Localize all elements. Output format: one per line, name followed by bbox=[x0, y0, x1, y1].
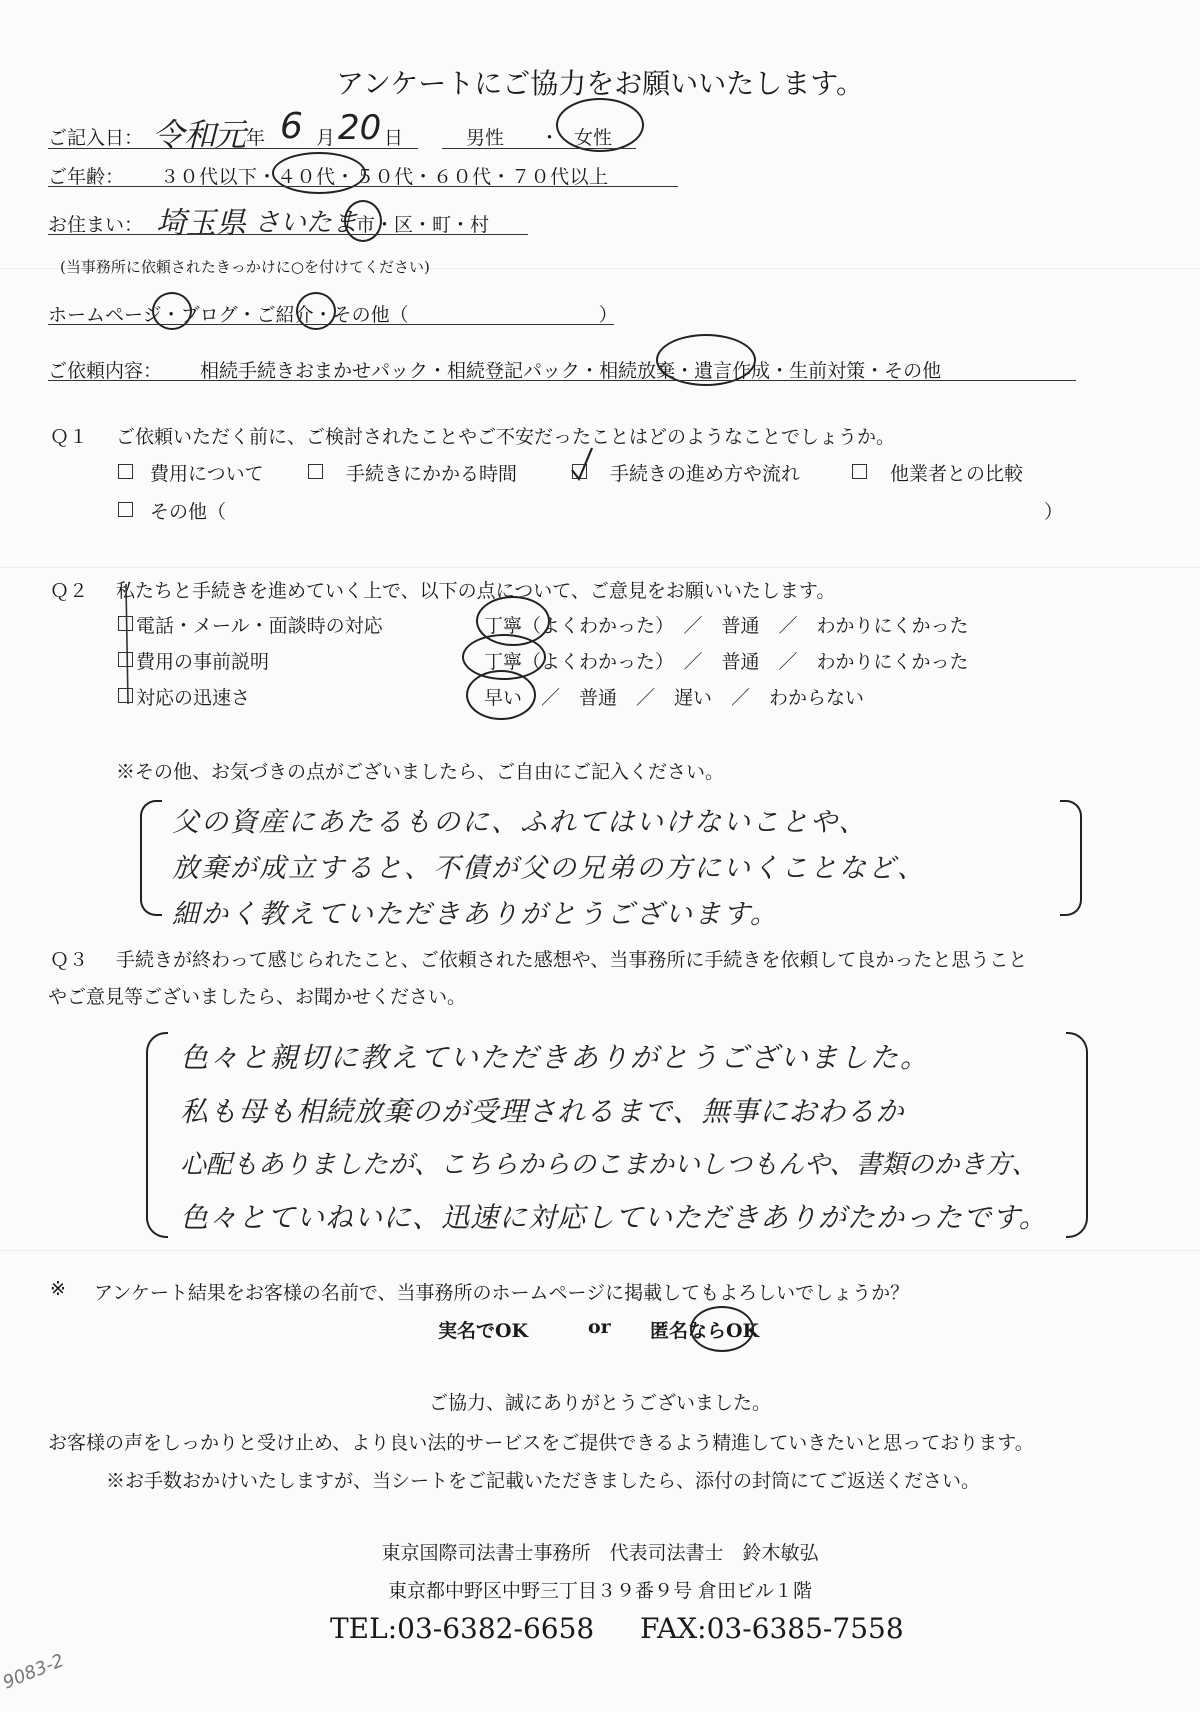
q3-comment-line-1[interactable]: 色々と親切に教えていただきありがとうございました。 bbox=[180, 1041, 931, 1074]
q2-other-note: ※その他、お気づきの点がございましたら、ご自由にご記入ください。 bbox=[116, 761, 725, 783]
underline bbox=[48, 324, 614, 325]
closing-message: お客様の声をしっかりと受け止め、より良い法的サービスをご提供できるよう精進していきたいと思っております。 bbox=[48, 1432, 1034, 1454]
gender-separator: ・ bbox=[540, 127, 560, 149]
margin-note: 9083-2 bbox=[0, 1650, 67, 1694]
residence-label: お住まい： bbox=[48, 214, 144, 236]
entry-year-value[interactable]: 元 bbox=[214, 116, 247, 154]
q2-scale-fee[interactable]: 丁寧（よくわかった） ／ 普通 ／ わかりにくかった bbox=[484, 651, 969, 673]
request-other[interactable]: その他 bbox=[884, 360, 942, 382]
office-name: 東京国際司法書士事務所 代表司法書士 鈴木敏弘 bbox=[381, 1542, 819, 1564]
q3-question-line-2: やご意見等ございましたら、お聞かせください。 bbox=[48, 986, 467, 1008]
q3-question-line-1: 手続きが終わって感じられたこと、ご依頼された感想や、当事務所に手続きを依頼して良かったと思うこと bbox=[116, 949, 1028, 971]
checkbox-connector-line bbox=[118, 580, 138, 710]
q2-item-speed: 対応の迅速さ bbox=[136, 687, 251, 709]
publish-or: or bbox=[588, 1316, 611, 1338]
q2-scale-contact[interactable]: 丁寧（よくわかった） ／ 普通 ／ わかりにくかった bbox=[484, 615, 969, 637]
q2-comment-line-2[interactable]: 放棄が成立すると、不債が父の兄弟の方にいくことなど、 bbox=[172, 853, 926, 884]
q3-number: Ｑ３ bbox=[50, 949, 89, 971]
publish-mark: ※ bbox=[50, 1278, 66, 1300]
left-bracket bbox=[146, 1032, 168, 1238]
q1-other-label: その他（ bbox=[150, 501, 227, 523]
q2-item-fee: 費用の事前説明 bbox=[136, 651, 270, 673]
renunciation-circle-mark bbox=[656, 334, 756, 386]
month-unit: 月 bbox=[316, 127, 336, 149]
underline bbox=[48, 234, 528, 235]
office-tel[interactable]: TEL:03-6382-6658 bbox=[330, 1612, 595, 1645]
entry-era-value[interactable]: 令和 bbox=[152, 116, 217, 154]
publish-option-anonymous[interactable]: 匿名ならOK bbox=[650, 1320, 760, 1342]
speed-circle-mark bbox=[466, 670, 536, 720]
q3-comment-line-4[interactable]: 色々とていねいに、迅速に対応していただきありがたかったです。 bbox=[180, 1201, 1048, 1234]
request-renunciation[interactable]: 相続放棄 bbox=[599, 360, 676, 382]
q3-comment-line-2[interactable]: 私も母も相続放棄のが受理されるまで、無事におわるか bbox=[180, 1095, 905, 1128]
gender-female[interactable]: 女性 bbox=[574, 127, 613, 149]
underline bbox=[48, 380, 1076, 381]
closing-thanks: ご協力、誠にありがとうございました。 bbox=[428, 1392, 771, 1414]
trigger-options[interactable]: ホームページ・ブログ・ご紹介・その他（ ） bbox=[48, 304, 618, 326]
request-label: ご依頼内容： bbox=[48, 360, 163, 382]
year-unit: 年 bbox=[246, 127, 266, 149]
q1-number: Ｑ１ bbox=[50, 426, 89, 448]
q1-option-time: 手続きにかかる時間 bbox=[346, 463, 518, 485]
right-bracket bbox=[1066, 1032, 1088, 1238]
prefecture-unit: 県 bbox=[216, 206, 246, 241]
check-mark-icon bbox=[568, 444, 596, 484]
request-estate-planning[interactable]: 生前対策 bbox=[789, 360, 866, 382]
age-60s[interactable]: ６０代 bbox=[433, 166, 492, 188]
underline bbox=[48, 148, 418, 149]
closing-return-note: ※お手数おかけいたしますが、当シートをご記載いただきましたら、添付の封筒にてご返送ください。 bbox=[106, 1470, 981, 1492]
request-will[interactable]: 遺言作成 bbox=[694, 360, 771, 382]
q2-comment-line-3[interactable]: 細かく教えていただきありがとうございます。 bbox=[172, 899, 779, 930]
underline bbox=[48, 186, 678, 187]
request-options: 相続手続きおまかせパック・相続登記パック・相続放棄・遺言作成・生前対策・その他 bbox=[200, 360, 942, 382]
entry-date-label: ご記入日： bbox=[48, 127, 144, 149]
q1-option-compare: 他業者との比較 bbox=[890, 463, 1024, 485]
left-bracket bbox=[140, 800, 162, 916]
age-50s[interactable]: ５０代 bbox=[355, 166, 414, 188]
age-label: ご年齢： bbox=[48, 166, 125, 188]
office-fax[interactable]: FAX:03-6385-7558 bbox=[640, 1612, 904, 1645]
prefecture-value[interactable]: 埼玉 bbox=[156, 206, 216, 241]
age-40s[interactable]: ４０代 bbox=[277, 166, 336, 188]
city-value[interactable]: さいたま bbox=[254, 208, 359, 238]
q1-other-close: ） bbox=[1044, 501, 1064, 523]
fold-line bbox=[0, 1250, 1200, 1251]
underline bbox=[442, 148, 636, 149]
age-circle-mark bbox=[272, 152, 366, 194]
age-70s-or-over[interactable]: ７０代以上 bbox=[511, 166, 609, 188]
gender-male[interactable]: 男性 bbox=[466, 127, 505, 149]
q2-scale-speed[interactable]: 早い ／ 普通 ／ 遅い ／ わからない bbox=[484, 687, 865, 709]
q1-question: ご依頼いただく前に、ご検討されたことやご不安だったことはどのようなことでしょうか。 bbox=[116, 426, 896, 448]
q1-option-process: 手続きの進め方や流れ bbox=[610, 463, 801, 485]
age-options: ３０代以下・４０代・５０代・６０代・７０代以上 bbox=[160, 166, 609, 188]
fold-line bbox=[0, 567, 1200, 568]
entry-month-value[interactable]: 6 bbox=[280, 106, 303, 147]
residence-units: 市・区・町・村 bbox=[356, 214, 490, 236]
publish-option-real-name[interactable]: 実名でOK bbox=[438, 1320, 529, 1342]
q1-checkbox-cost[interactable] bbox=[118, 464, 133, 479]
q2-number: Ｑ２ bbox=[50, 580, 89, 602]
publish-question: アンケート結果をお客様の名前で、当事務所のホームページに掲載してもよろしいでしょうか？ bbox=[94, 1282, 910, 1304]
entry-day-value[interactable]: 20 bbox=[338, 108, 382, 148]
q1-checkbox-other[interactable] bbox=[118, 502, 133, 517]
q2-comment-line-1[interactable]: 父の資産にあたるものに、ふれてはいけないことや、 bbox=[172, 807, 868, 838]
q3-comment-line-3[interactable]: 心配もありましたが、こちらからのこまかいしつもんや、書類のかき方、 bbox=[180, 1150, 1038, 1180]
anonymous-circle-mark bbox=[690, 1306, 754, 1352]
day-unit: 日 bbox=[384, 127, 404, 149]
office-address: 東京都中野区中野三丁目３９番９号 倉田ビル１階 bbox=[387, 1580, 813, 1602]
request-registration-pack[interactable]: 相続登記パック bbox=[447, 360, 581, 382]
q1-checkbox-compare[interactable] bbox=[852, 464, 867, 479]
age-30s-or-under[interactable]: ３０代以下 bbox=[160, 166, 258, 188]
q1-option-cost: 費用について bbox=[150, 463, 264, 485]
q1-checkbox-time[interactable] bbox=[308, 464, 323, 479]
page-title: アンケートにご協力をお願いいたします。 bbox=[335, 67, 865, 100]
request-full-pack[interactable]: 相続手続きおまかせパック bbox=[200, 360, 429, 382]
city-circle-mark bbox=[344, 200, 382, 242]
trigger-note: (当事務所に依頼されたきっかけに○を付けてください) bbox=[60, 258, 430, 276]
q2-item-contact: 電話・メール・面談時の対応 bbox=[136, 615, 383, 637]
female-circle-mark bbox=[556, 98, 644, 152]
right-bracket bbox=[1060, 800, 1082, 916]
q2-question: 私たちと手続きを進めていく上で、以下の点について、ご意見をお願いいたします。 bbox=[116, 580, 836, 602]
